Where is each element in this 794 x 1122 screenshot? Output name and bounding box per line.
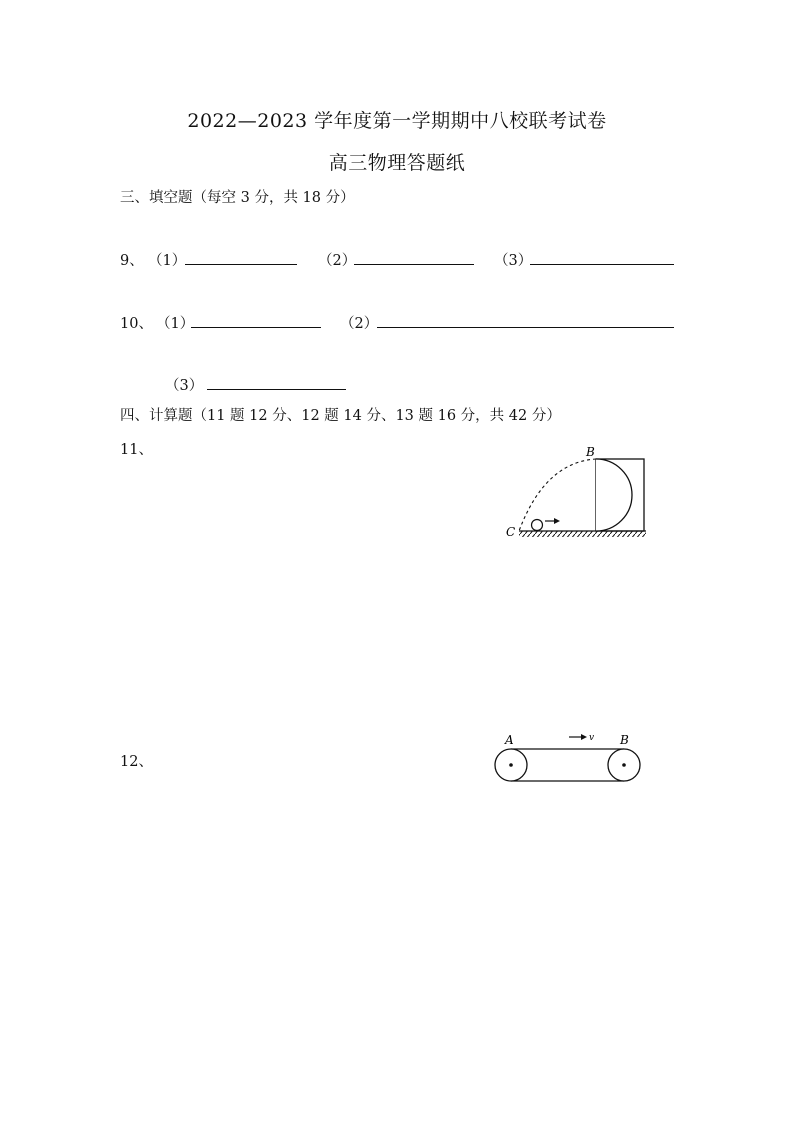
q12-arrow-head [581,734,587,740]
q12-label-a: A [505,733,514,747]
section4-heading: 四、计算题（11 题 12 分、12 题 14 分、13 题 16 分，共 42 分） [120,408,561,424]
section3-heading: 三、填空题（每空 3 分，共 18 分） [120,190,355,206]
q12-pulley-a-axle [509,763,513,767]
q10-part3-label: （3） [165,378,204,394]
page-subtitle: 高三物理答题纸 [328,152,466,174]
q9-part2-label: （2） [318,253,357,269]
q10-number: 10、 [120,316,153,332]
q12-label-b: B [620,733,629,747]
page-title: 2022—2023 学年度第一学期期中八校联考试卷 [187,110,607,132]
q9-part3-label: （3） [494,253,533,269]
q9-part1-label: （1） [148,253,187,269]
q9-number: 9、 [120,253,144,269]
q12-label-v: v [589,733,595,743]
q11-label-b: B [586,445,595,459]
q10-part2-label: （2） [340,316,379,332]
q12-pulley-b-axle [622,763,626,767]
q11-label-c: C [506,525,516,539]
q11-number: 11、 [120,442,153,458]
q12-number: 12、 [120,754,153,770]
q10-part1-label: （1） [156,316,195,332]
